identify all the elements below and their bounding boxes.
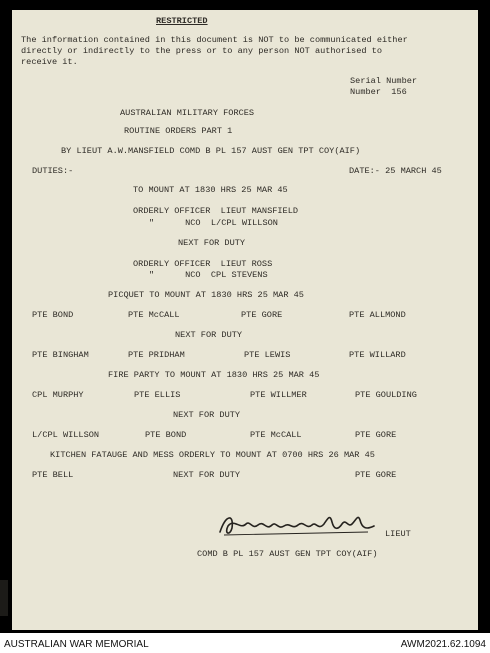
signature-rank: LIEUT [385,529,411,539]
handwritten-signature [218,510,388,540]
picquet-name: PTE McCALL [128,310,180,320]
picquet-next-name: PTE LEWIS [244,350,291,360]
order-date: DATE:- 25 MARCH 45 [349,166,442,176]
footer-accession-number: AWM2021.62.1094 [400,639,486,650]
serial-number: Number 156 [350,87,407,97]
kitchen-heading: KITCHEN FATAUGE AND MESS ORDERLY TO MOUNT AT 0700 HRS 26 MAR 45 [50,450,375,460]
org-heading: AUSTRALIAN MILITARY FORCES [120,108,255,118]
next-orderly-officer-line: ORDERLY OFFICER LIEUT ROSS [133,259,273,269]
kitchen-next-name: PTE GORE [355,470,397,480]
next-orderly-nco-line: " NCO CPL STEVENS [149,270,268,280]
orderly-officer-line: ORDERLY OFFICER LIEUT MANSFIELD [133,206,299,216]
picquet-heading: PICQUET TO MOUNT AT 1830 HRS 25 MAR 45 [108,290,304,300]
signature-command: COMD B PL 157 AUST GEN TPT COY(AIF) [197,549,378,559]
notice-line-2: directly or indirectly to the press or to any person NOT authorised to [21,46,382,56]
duties-label: DUTIES:- [32,166,74,176]
fire-party-next-name: PTE McCALL [250,430,302,440]
mount-heading: TO MOUNT AT 1830 HRS 25 MAR 45 [133,185,288,195]
document-page [12,10,478,630]
archive-footer [0,633,490,653]
serial-label: Serial Number [350,76,418,86]
footer-institution: AUSTRALIAN WAR MEMORIAL [4,639,149,650]
paper-edge-mark [0,580,8,616]
picquet-name: PTE GORE [241,310,283,320]
fire-party-next-for-duty: NEXT FOR DUTY [173,410,241,420]
fire-party-name: PTE GOULDING [355,390,417,400]
classification-heading: RESTRICTED [156,16,208,26]
fire-party-name: PTE WILLMER [250,390,307,400]
picquet-next-name: PTE PRIDHAM [128,350,185,360]
orders-heading: ROUTINE ORDERS PART 1 [124,126,233,136]
fire-party-next-name: PTE GORE [355,430,397,440]
picquet-next-name: PTE BINGHAM [32,350,89,360]
fire-party-heading: FIRE PARTY TO MOUNT AT 1830 HRS 25 MAR 45 [108,370,320,380]
notice-line-1: The information contained in this document is NOT to be communicated either [21,35,408,45]
orderly-nco-line: " NCO L/CPL WILLSON [149,218,278,228]
notice-line-3: receive it. [21,57,78,67]
picquet-next-for-duty: NEXT FOR DUTY [175,330,243,340]
kitchen-name: PTE BELL [32,470,74,480]
picquet-next-name: PTE WILLARD [349,350,406,360]
issued-by: BY LIEUT A.W.MANSFIELD COMD B PL 157 AUST GEN TPT COY(AIF) [61,146,361,156]
fire-party-name: PTE ELLIS [134,390,181,400]
next-for-duty-heading: NEXT FOR DUTY [178,238,246,248]
kitchen-next-for-duty: NEXT FOR DUTY [173,470,241,480]
picquet-name: PTE BOND [32,310,74,320]
fire-party-next-name: L/CPL WILLSON [32,430,100,440]
picquet-name: PTE ALLMOND [349,310,406,320]
fire-party-name: CPL MURPHY [32,390,84,400]
fire-party-next-name: PTE BOND [145,430,187,440]
